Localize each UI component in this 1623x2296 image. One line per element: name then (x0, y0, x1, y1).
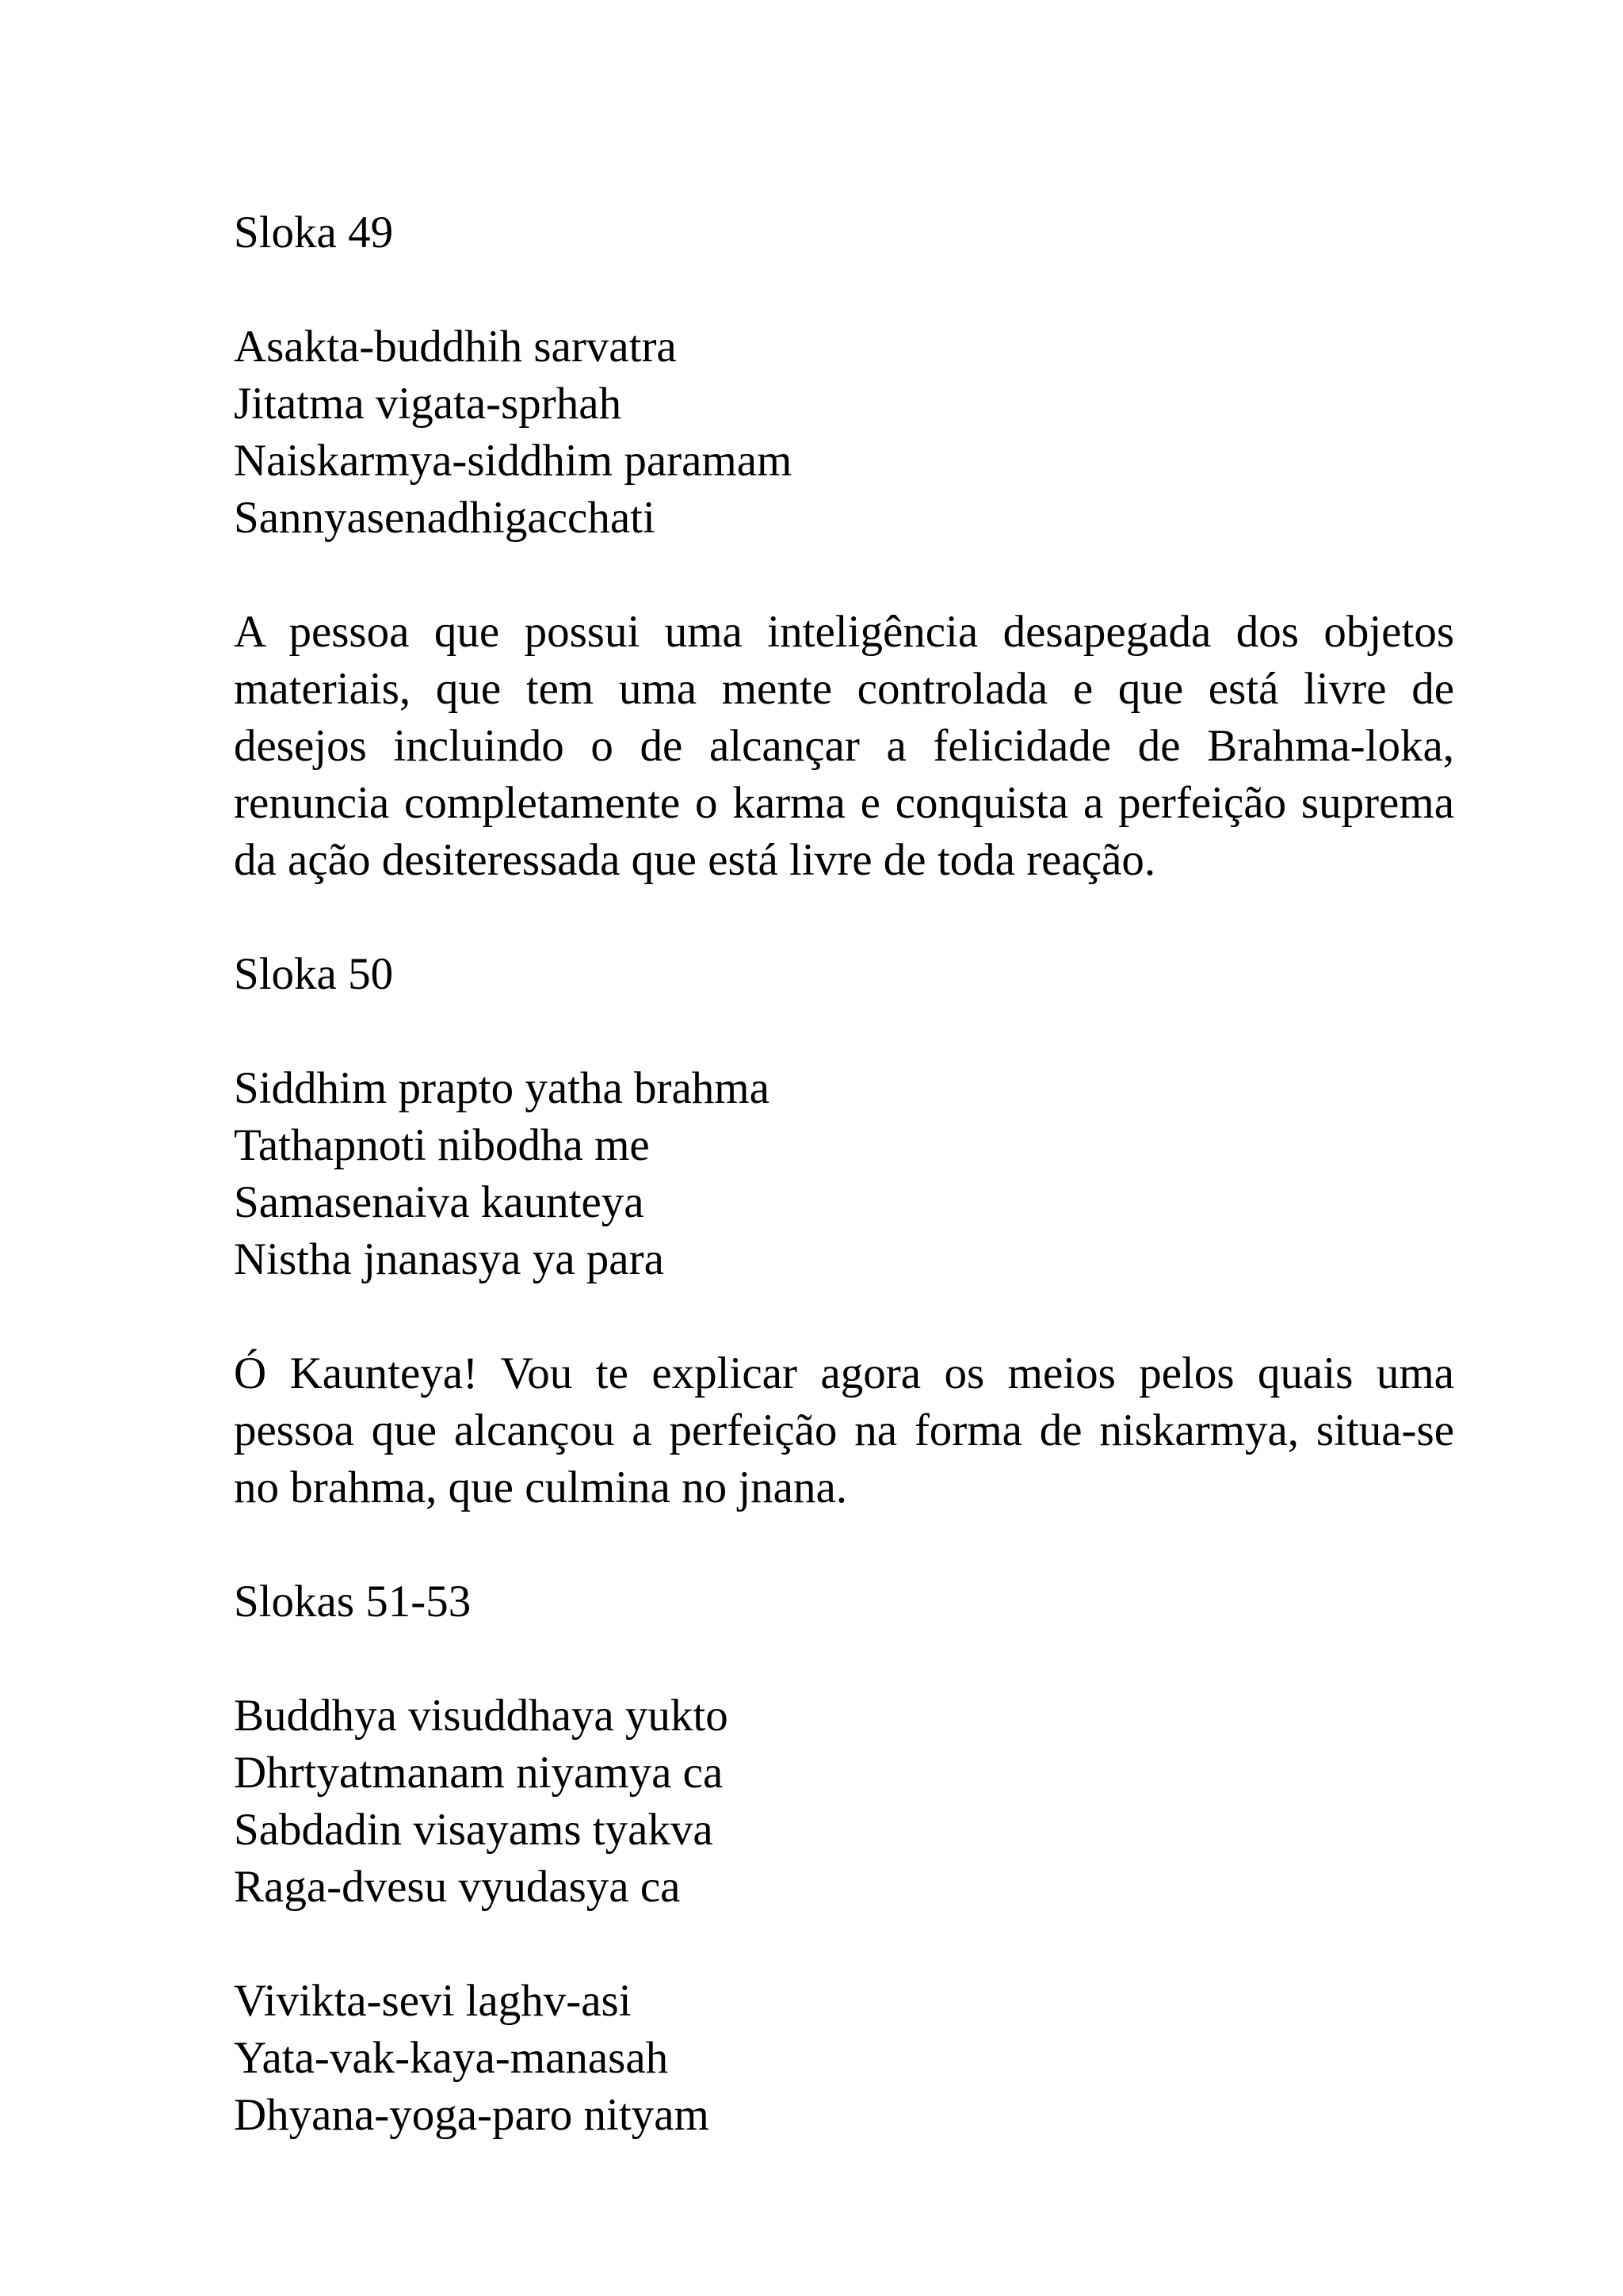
spacer (234, 261, 1454, 318)
verse-line: Sannyasenadhigacchati (234, 493, 655, 543)
verse-line: Naiskarmya-siddhim paramam (234, 436, 792, 486)
sloka-49-heading: Sloka 49 (234, 208, 394, 257)
slokas-51-53-verse-2 (234, 1973, 1454, 2144)
verse-line: Vivikta-sevi laghv-asi (234, 1976, 632, 2026)
verse-line: Dhrtyatmanam niyamya ca (234, 1748, 724, 1798)
spacer (234, 547, 1454, 604)
spacer (234, 1516, 1454, 1573)
sloka-50-heading: Sloka 50 (234, 949, 394, 999)
verse-line: Siddhim prapto yatha brahma (234, 1063, 769, 1113)
verse-line: Asakta-buddhih sarvatra (234, 322, 677, 372)
verse-line: Sabdadin visayams tyakva (234, 1805, 713, 1855)
verse-line: Raga-dvesu vyudasya ca (234, 1862, 681, 1912)
verse-line: Jitatma vigata-sprhah (234, 379, 622, 429)
spacer (234, 1916, 1454, 1973)
spacer (234, 1288, 1454, 1345)
verse-line: Yata-vak-kaya-manasah (234, 2033, 669, 2083)
slokas-51-53-heading: Slokas 51-53 (234, 1577, 472, 1627)
sloka-49-translation: A pessoa que possui uma inteligência desapegada dos objetos materiais, que tem uma mente controlada e que está livre de desejos incluindo o de alcançar a felicidade de Brahma-loka, renuncia completamente o karma e conquista a perfeição suprema da ação desiteressada que está livre de toda reação. (234, 607, 1454, 885)
verse-line: Dhyana-yoga-paro nityam (234, 2090, 709, 2140)
spacer (234, 889, 1454, 946)
spacer (234, 1630, 1454, 1688)
verse-line: Buddhya visuddhaya yukto (234, 1691, 728, 1741)
verse-line: Nistha jnanasya ya para (234, 1234, 664, 1284)
sloka-50-translation: Ó Kaunteya! Vou te explicar agora os meios pelos quais uma pessoa que alcançou a perfeição na forma de niskarmya, situa-se no brahma, que culmina no jnana. (234, 1348, 1454, 1512)
document-page (234, 204, 1454, 2144)
verse-line: Tathapnoti nibodha me (234, 1120, 650, 1170)
sloka-50-verse (234, 1060, 1454, 1288)
slokas-51-53-verse-1 (234, 1688, 1454, 1916)
sloka-49-verse (234, 318, 1454, 547)
verse-line: Samasenaiva kaunteya (234, 1177, 644, 1227)
spacer (234, 1003, 1454, 1060)
